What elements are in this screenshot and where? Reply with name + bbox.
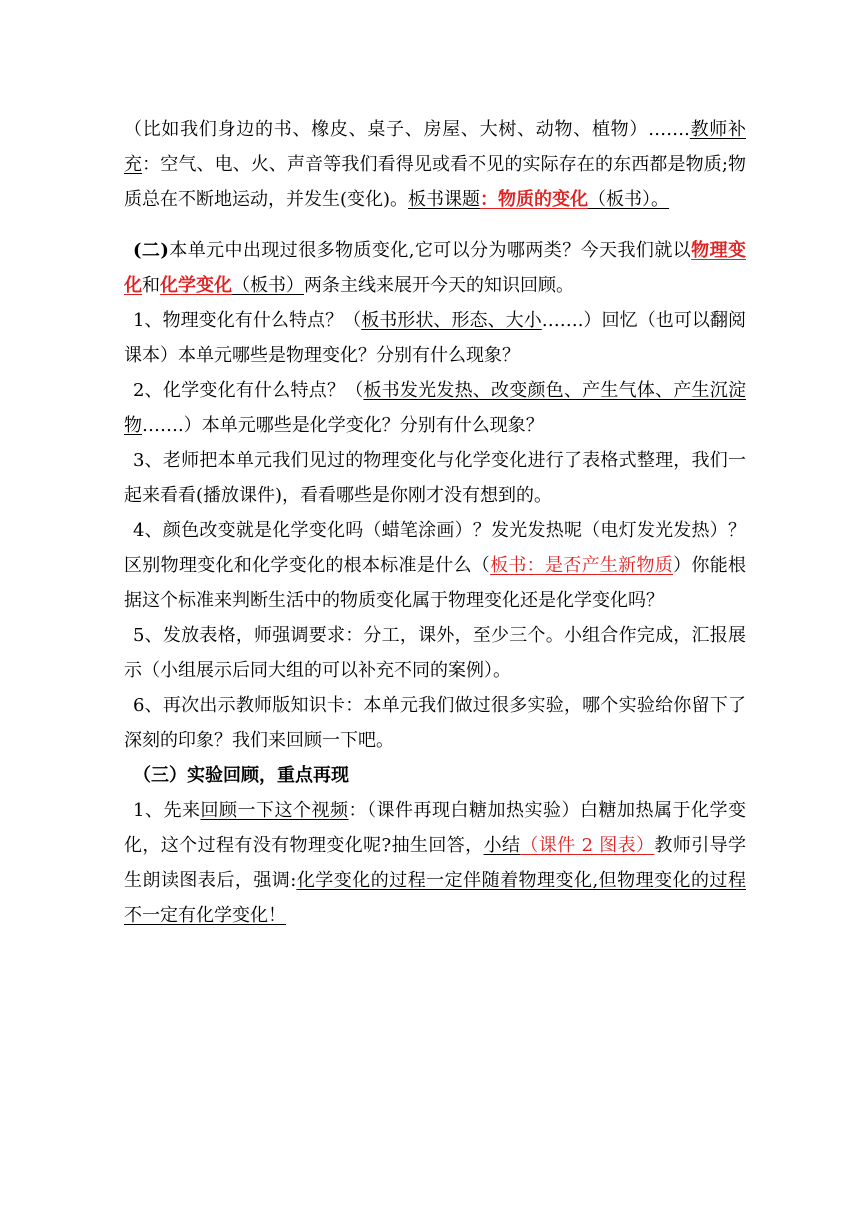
text-run: 教师引导学生朗读图表后，强调:: [124, 835, 747, 891]
text-run: ）你能根据这个标准来判断生活中的物质变化属于物理变化还是化学变化吗？: [124, 555, 747, 611]
underlined-text: 小结: [483, 835, 521, 856]
text-run: …….）本单元哪些是化学变化？分别有什么现象？: [142, 415, 544, 436]
underlined-text: （板书）。: [588, 189, 670, 210]
paragraph-item-4: [124, 513, 746, 618]
text-run: 3、老师把本单元我们见过的物理变化与化学变化进行了表格式整理，我们一起来看看(播放课件)，看看哪些是你刚才没有想到的。: [124, 450, 746, 506]
paragraph-section-2: [124, 233, 746, 303]
section-heading-3: [124, 758, 746, 793]
text-run: 4、颜色改变就是化学变化吗（蜡笔涂画）？发光发热呢（电灯发光发热）？区别物理变化和化学变化的根本标准是什么（: [124, 520, 746, 576]
lesson-title: ：物质的变化: [480, 189, 589, 210]
text-run: 1、先来: [133, 800, 201, 821]
paragraph-item-2: [124, 373, 746, 443]
text-run: 5、发放表格，师强调要求：分工，课外，至少三个。小组合作完成，汇报展示（小组展示后同大组的可以补充不同的案例）。: [124, 625, 746, 681]
text-run: 和: [142, 275, 160, 296]
section-number: (二): [133, 240, 169, 261]
heading-text: （三）实验回顾，重点再现: [133, 765, 349, 786]
underlined-text: （板书）: [232, 275, 304, 296]
paragraph-intro: [124, 112, 746, 217]
chemical-change-term: 化学变化: [160, 275, 232, 296]
red-underlined-text: 板书：是否产生新物质: [490, 555, 674, 576]
text-run: 2、化学变化有什么特点？（: [133, 380, 364, 401]
text-run: ：（课件再现白糖加热实验）白糖加热属于化学变化，这个过程有没有物理变化呢?抽生回答，: [124, 800, 747, 856]
underlined-text: 板书发光发热、改变颜色、产生气体、产生沉淀物: [124, 380, 747, 436]
underlined-text: 化学变化的过程一定伴随着物理变化,但物理变化的过程不一定有化学变化！: [124, 870, 746, 926]
paragraph-item-5: [124, 618, 746, 688]
paragraph-item-6: [124, 688, 746, 758]
text-run: 两条主线来展开今天的知识回顾。: [304, 275, 574, 296]
paragraph-experiment-1: [124, 793, 746, 933]
paragraph-item-3: [124, 443, 746, 513]
text-run: 6、再次出示教师版知识卡：本单元我们做过很多实验，哪个实验给你留下了深刻的印象？我们来回顾一下吧。: [124, 695, 746, 751]
underlined-text: 板书形状、形态、大小: [361, 310, 542, 331]
document-page: [124, 112, 746, 933]
text-run: 1、物理变化有什么特点？（: [133, 310, 362, 331]
underlined-text: 板书课题: [408, 189, 481, 210]
red-underlined-text: （课件 2 图表）: [520, 835, 655, 856]
underlined-text: 回顾一下这个视频: [200, 800, 349, 821]
text-run: …….）回忆（也可以翻阅课本）本单元哪些是物理变化？分别有什么现象？: [124, 310, 746, 366]
text-run: 本单元中出现过很多物质变化,它可以分为哪两类？今天我们就以: [168, 240, 692, 261]
text-run: （比如我们身边的书、橡皮、桌子、房屋、大树、动物、植物）…….: [124, 119, 690, 140]
underlined-text: 教师补充: [124, 119, 746, 175]
paragraph-item-1: [124, 303, 746, 373]
text-run: ：空气、电、火、声音等我们看得见或看不见的实际存在的东西都是物质;物质总在不断地运动，并发生(变化)。: [124, 154, 747, 210]
physical-change-term: 物理变化: [124, 240, 746, 296]
